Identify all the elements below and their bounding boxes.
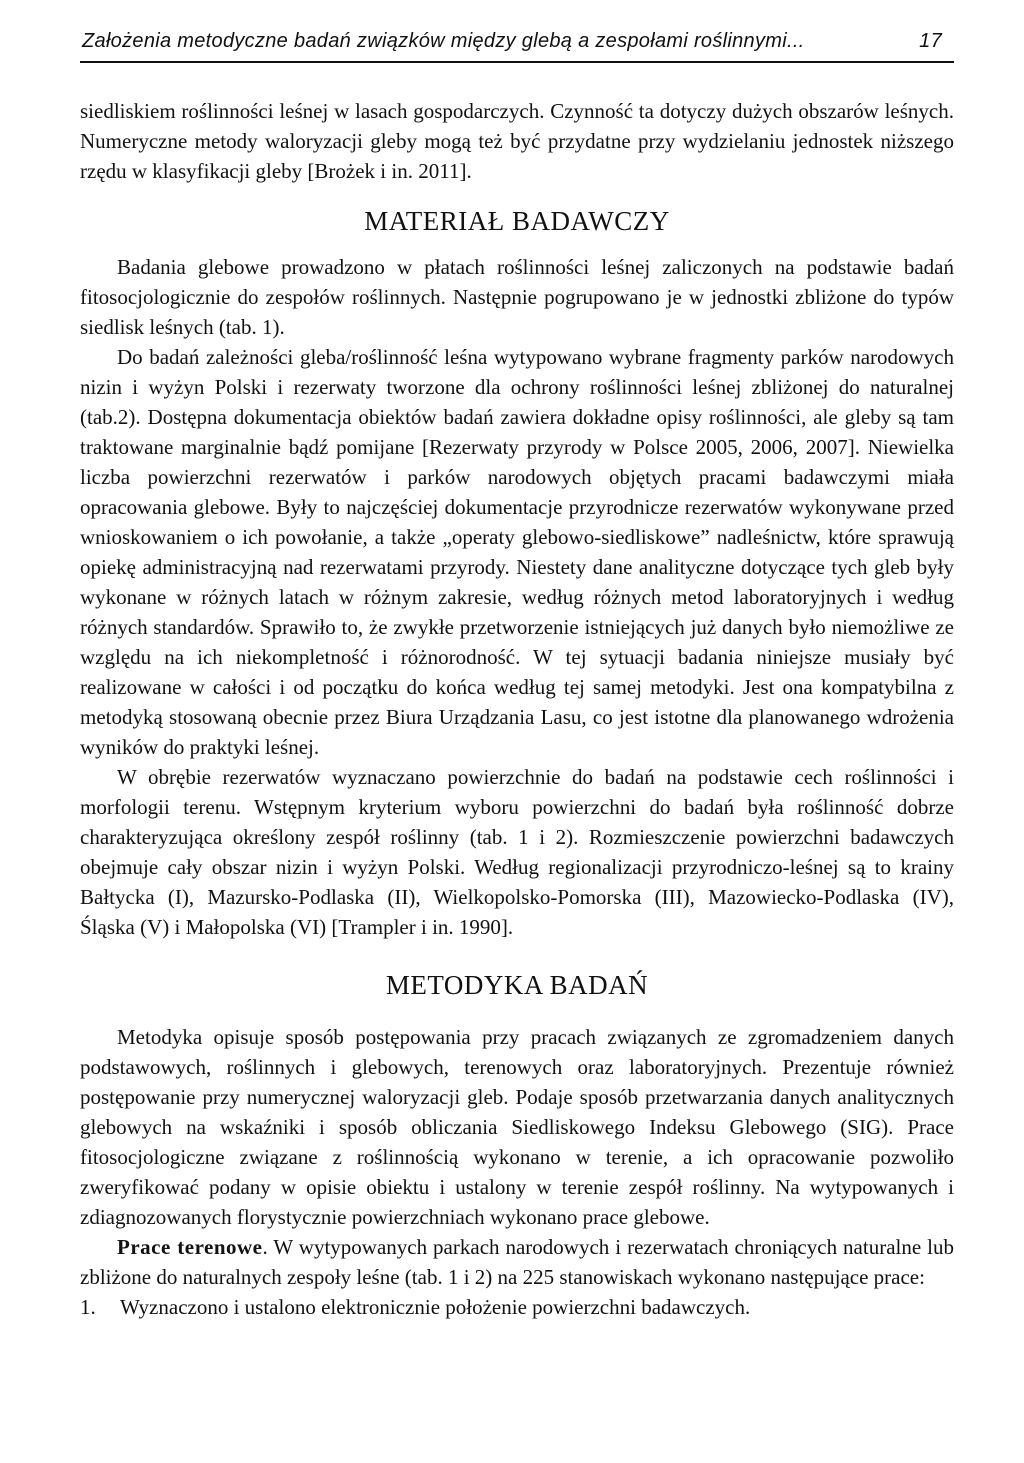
- section-heading-method: METODYKA BADAŃ: [385, 970, 649, 1000]
- header-divider: [80, 61, 954, 63]
- list-item: [80, 1292, 954, 1322]
- running-title: Założenia metodyczne badań związków między glebą a zespołami roślinnymi...: [82, 30, 805, 52]
- section-heading-material: MATERIAŁ BADAWCZY: [364, 206, 670, 236]
- material-paragraph-2: Do badań zależności gleba/roślinność leśna wytypowano wybrane fragmenty parków narodowych nizin i wyżyn Polski i rezerwaty tworzone dla ochrony roślinności leśnej zbliżonej do naturalnej (tab.2). Dostępna dokumentacja obiektów badań zawiera dokładne opisy roślinności, ale gleby są tam traktowane marginalnie bądź pomijane [Rezerwaty przyrody w Polsce 2005, 2006, 2007]. Niewielka liczba powierzchni rezerwatów i parków narodowych objętych pracami badawczymi miała opracowania glebowe. Były to najczęściej dokumentacje przyrodnicze rezerwatów wykonywane przed wnioskowaniem o ich powołanie, a także „operaty glebowo-siedliskowe” nadleśnictw, które sprawują opiekę administracyjną nad rezerwatami przyrody. Niestety dane analityczne dotyczące tych gleb były wykonane w różnych latach w różnym zakresie, według różnych metod laboratoryjnych i według różnych standardów. Sprawiło to, że zwykłe przetworzenie istniejących już danych było niemożliwe ze względu na ich niekompletność i różnorodność. W tej sytuacji badania niniejsze musiały być realizowane w całości i od początku do końca według tej samej metodyki. Jest ona kompatybilna z metodyką stosowaną obecnie przez Biura Urządzania Lasu, co jest istotne dla planowanego wdrożenia wyników do praktyki leśnej.: [80, 345, 954, 759]
- page-number: 17: [919, 30, 942, 52]
- method-paragraph: Metodyka opisuje sposób postępowania przy pracach związanych ze zgromadzeniem danych podstawowych, roślinnych i glebowych, terenowych oraz laboratoryjnych. Prezentuje również postępowanie przy numerycznej waloryzacji gleb. Podaje sposób przetwarzania danych analitycznych glebowych na wskaźniki i sposób obliczania Siedliskowego Indeksu Glebowego (SIG). Prace fitosocjologiczne związane z roślinnością wykonano w terenie, a ich opracowanie pozwoliło zweryfikować podany w opisie obiektu i ustalony w terenie zespół roślinny. Na wytypowanych i zdiagnozowanych florystycznie powierzchniach wykonano prace glebowe.: [80, 1025, 954, 1229]
- list-item-number: 1.: [80, 1295, 96, 1319]
- material-paragraph-1: Badania glebowe prowadzono w płatach roślinności leśnej zaliczonych na podstawie badań fitosocjologicznie do zespołów roślinnych. Następnie pogrupowano je w jednostki zbliżone do typów siedlisk leśnych (tab. 1).: [80, 255, 954, 339]
- body-text: [80, 96, 954, 1322]
- field-work-label: Prace terenowe: [117, 1235, 263, 1259]
- material-paragraph-3: W obrębie rezerwatów wyznaczano powierzchnie do badań na podstawie cech roślinności i morfologii terenu. Wstępnym kryterium wyboru powierzchni do badań była roślinność dobrze charakteryzująca określony zespół roślinny (tab. 1 i 2). Rozmieszczenie powierzchni badawczych obejmuje cały obszar nizin i wyżyn Polski. Według regionalizacji przyrodniczo-leśnej są to krainy Bałtycka (I), Mazursko-Podlaska (II), Wielkopolsko-Pomorska (III), Mazowiecko-Podlaska (IV), Śląska (V) i Małopolska (VI) [Trampler i in. 1990].: [80, 765, 954, 939]
- field-work-text: . W wytypowanych parkach narodowych i rezerwatach chroniących naturalne lub zbliżone do naturalnych zespoły leśne (tab. 1 i 2) na 225 stanowiskach wykonano następujące prace:: [80, 1235, 954, 1289]
- field-work-paragraph: [80, 1232, 954, 1292]
- running-header: [82, 26, 950, 56]
- list-item-text: Wyznaczono i ustalono elektronicznie położenie powierzchni badawczych.: [120, 1295, 751, 1319]
- intro-paragraph: siedliskiem roślinności leśnej w lasach gospodarczych. Czynność ta dotyczy dużych obszarów leśnych. Numeryczne metody waloryzacji gleby mogą też być przydatne przy wydzielaniu jednostek niższego rzędu w klasyfikacji gleby [Brożek i in. 2011].: [80, 99, 954, 183]
